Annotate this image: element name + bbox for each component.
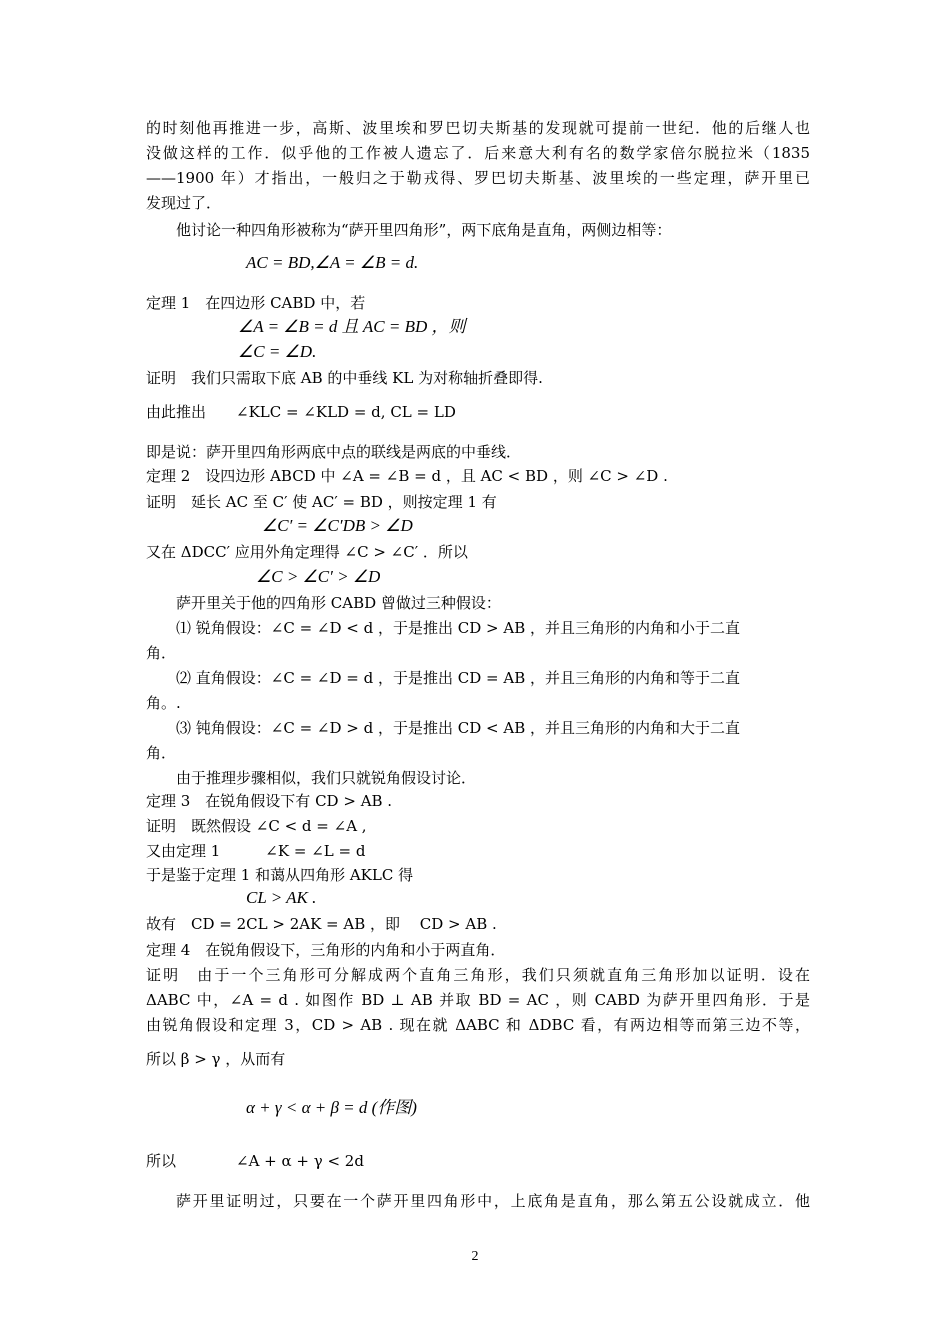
- proof-line: 证明 既然假设 ∠C < d = ∠A ,: [146, 817, 367, 835]
- formula: α + γ < α + β = d (作图): [246, 1098, 417, 1117]
- text-line: ΔABC 中，∠A = d . 如图作 BD ⊥ AB 并取 BD = AC ，则 CABD 为萨开里四角形．于是: [146, 991, 810, 1009]
- text-line: 所以 ∠A + α + γ < 2d: [146, 1152, 364, 1170]
- text-line: 由此推出 ∠KLC = ∠KLD = d, CL = LD: [146, 403, 456, 421]
- text-line: 他讨论一种四角形被称为“萨开里四角形”，两下底角是直角，两侧边相等：: [176, 221, 672, 239]
- text-line: ——1900 年）才指出，一般归之于勒戎得、罗巴切夫斯基、波里埃的一些定理，萨开里已: [146, 169, 810, 187]
- text-line: 于是鉴于定理 1 和蔼从四角形 AKLC 得: [146, 866, 414, 884]
- hypothesis-item: ⑴ 锐角假设：∠C = ∠D < d ，于是推出 CD > AB ，并且三角形的内角和小于二直: [176, 619, 740, 637]
- formula: ∠A = ∠B = d 且 AC = BD ，则: [238, 317, 466, 336]
- text-line: 角．: [146, 644, 177, 662]
- text-line: 角．: [146, 744, 177, 762]
- text-line: 角。.: [146, 694, 181, 712]
- proof-line: 证明 我们只需取下底 AB 的中垂线 KL 为对称轴折叠即得.: [146, 369, 543, 387]
- theorem-heading: 定理 4 在锐角假设下，三角形的内角和小于两直角．: [146, 941, 506, 959]
- text-line: 的时刻他再推进一步，高斯、波里埃和罗巴切夫斯基的发现就可提前一世纪．他的后继人也: [146, 119, 810, 137]
- page-number: 2: [471, 1249, 479, 1264]
- formula: AC = BD,∠A = ∠B = d.: [246, 253, 419, 272]
- text-line: 又在 ΔDCC′ 应用外角定理得 ∠C > ∠C′ ．所以: [146, 543, 468, 561]
- text-line: 萨开里关于他的四角形 CABD 曾做过三种假设：: [176, 594, 501, 612]
- text-line: 所以 β > γ ，从而有: [146, 1050, 286, 1068]
- text-line: 萨开里证明过，只要在一个萨开里四角形中，上底角是直角，那么第五公设就成立．他: [176, 1192, 810, 1210]
- hypothesis-item: ⑶ 钝角假设：∠C = ∠D > d ，于是推出 CD < AB ，并且三角形的内角和大于二直: [176, 719, 740, 737]
- text-line: 没做这样的工作．似乎他的工作被人遗忘了．后来意大利有名的数学家倍尔脱拉米（1835: [146, 144, 810, 162]
- theorem-heading: 定理 3 在锐角假设下有 CD > AB .: [146, 792, 393, 810]
- theorem-heading: 定理 1 在四边形 CABD 中，若: [146, 294, 366, 312]
- formula: CL > AK .: [246, 888, 317, 907]
- proof-line: 证明 延长 AC 至 C′ 使 AC′ = BD ，则按定理 1 有: [146, 493, 497, 511]
- theorem-heading: 定理 2 设四边形 ABCD 中 ∠A = ∠B = d ，且 AC < BD ，则 ∠C > ∠D .: [146, 467, 668, 485]
- text-line: 由锐角假设和定理 3，CD > AB . 现在就 ΔABC 和 ΔDBC 看，有两边相等而第三边不等，: [146, 1016, 810, 1034]
- text-line: 故有 CD = 2CL > 2AK = AB ，即 CD > AB .: [146, 915, 497, 933]
- formula: ∠C > ∠C′ > ∠D: [256, 567, 381, 586]
- hypothesis-item: ⑵ 直角假设：∠C = ∠D = d ，于是推出 CD = AB ，并且三角形的内角和等于二直: [176, 669, 740, 687]
- text-line: 发现过了．: [146, 194, 222, 212]
- text-line: 由于推理步骤相似，我们只就锐角假设讨论．: [176, 769, 477, 787]
- text-line: 又由定理 1 ∠K = ∠L = d: [146, 842, 366, 860]
- formula: ∠C′ = ∠C′DB > ∠D: [262, 516, 413, 535]
- text-line: 即是说：萨开里四角形两底中点的联线是两底的中垂线．: [146, 443, 522, 461]
- formula: ∠C = ∠D.: [238, 342, 317, 361]
- proof-line: 证明 由于一个三角形可分解成两个直角三角形，我们只须就直角三角形加以证明．设在: [146, 966, 810, 984]
